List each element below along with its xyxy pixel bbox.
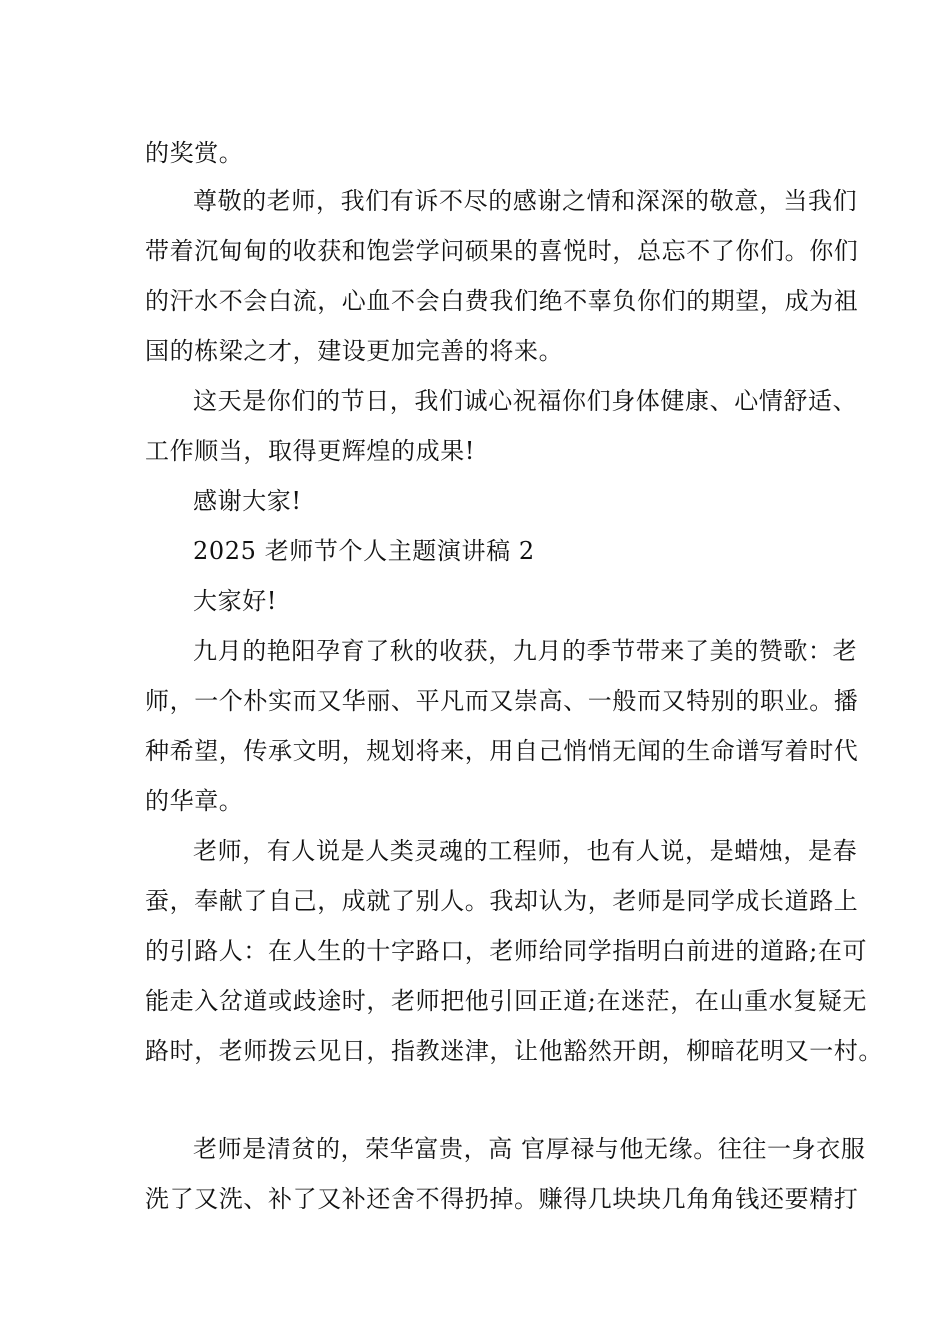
section-heading: 2025 老师节个人主题演讲稿 2 [193, 537, 535, 565]
text-line: 师，一个朴实而又华丽、平凡而又崇高、一般而又特别的职业。播 [145, 687, 859, 715]
text-line: 的华章。 [145, 787, 244, 815]
text-line: 这天是你们的节日，我们诚心祝福你们身体健康、心情舒适、 [193, 387, 858, 415]
text-line: 能走入岔道或歧途时，老师把他引回正道;在迷茫，在山重水复疑无 [145, 987, 868, 1015]
text-line: 蚕，奉献了自己，成就了别人。我却认为，老师是同学成长道路上 [145, 887, 859, 915]
text-line: 的奖赏。 [145, 139, 244, 167]
text-line: 老师，有人说是人类灵魂的工程师，也有人说，是蜡烛，是春 [193, 837, 858, 865]
text-line: 种希望，传承文明，规划将来，用自己悄悄无闻的生命谱写着时代 [145, 737, 859, 765]
text-line: 大家好! [193, 587, 278, 615]
text-line: 老师是清贫的，荣华富贵，高 官厚禄与他无缘。往往一身衣服 [193, 1135, 866, 1163]
text-line: 尊敬的老师，我们有诉不尽的感谢之情和深深的敬意，当我们 [193, 187, 858, 215]
text-line: 洗了又洗、补了又补还舍不得扔掉。赚得几块块几角角钱还要精打 [145, 1185, 859, 1213]
text-line: 感谢大家! [193, 487, 302, 515]
text-line: 工作顺当，取得更辉煌的成果! [145, 437, 476, 465]
text-line: 带着沉甸甸的收获和饱尝学问硕果的喜悦时，总忘不了你们。你们 [145, 237, 859, 265]
text-line: 九月的艳阳孕育了秋的收获，九月的季节带来了美的赞歌：老 [193, 637, 858, 665]
text-line: 国的栋梁之才，建设更加完善的将来。 [145, 337, 564, 365]
text-line: 路时，老师拨云见日，指教迷津，让他豁然开朗，柳暗花明又一村。 [145, 1037, 883, 1065]
text-line: 的汗水不会白流，心血不会白费我们绝不辜负你们的期望，成为祖 [145, 287, 859, 315]
text-line: 的引路人：在人生的十字路口，老师给同学指明白前进的道路;在可 [145, 937, 868, 965]
